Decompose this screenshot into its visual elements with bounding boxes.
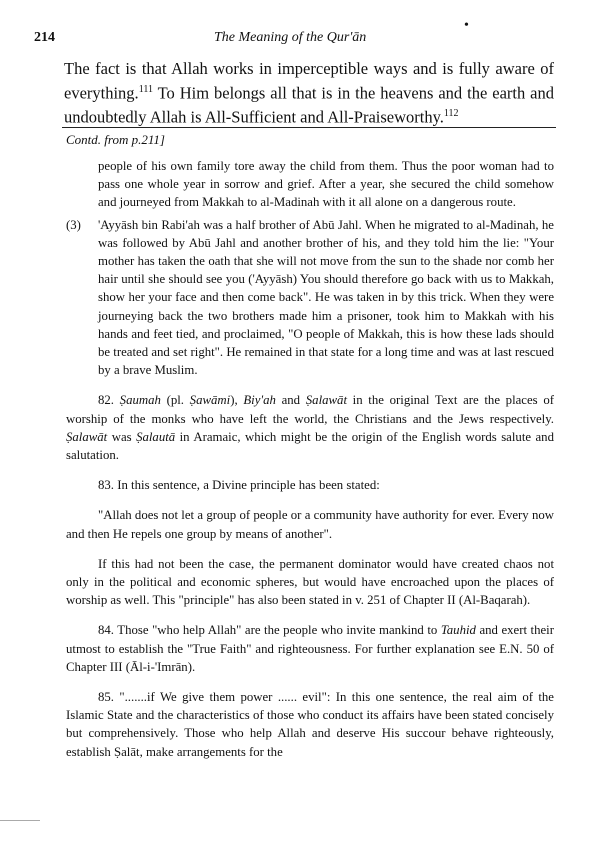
page-header xyxy=(34,18,554,50)
continued-from-label: Contd. from p.211] xyxy=(66,132,165,147)
page-number: 214 xyxy=(34,30,55,45)
footer-rule xyxy=(0,820,40,821)
note-84: 84. Those "who help Allah" are the people who invite mankind to Tauhid and exert their utmost to establish the "True Faith" and righteousness. For further explanation see E.N. 50 of Chapter III (Āl-i-'Imrān). xyxy=(66,623,554,674)
running-title: The Meaning of the Qur'ān xyxy=(214,30,367,45)
note-85: 85. ".......if We give them power ...... evil": In this one sentence, the real aim of the Islamic State and the characteristics of those who conduct its affairs have been stated concisely but comprehensively. Those who help Allah and deserve His succour behave righteously, establish Ṣalāt, make arrangements for the xyxy=(66,690,554,759)
quran-verse-text xyxy=(64,59,554,128)
note-82: 82. Ṣaumah (pl. Ṣawāmi), Biy'ah and Ṣalawāt in the original Text are the places of worship of the monks who have left the world, the Christians and the Jews respectively. Ṣalawāt was Ṣalautā in Aramaic, which might be the origin of the English words salute and salutation. xyxy=(66,393,554,463)
verse-sentence-2: To Him belongs all that is in the heavens and the earth and undoubtedly Allah is All-Sufficient and All-Praiseworthy. xyxy=(64,83,554,126)
header-dot: • xyxy=(464,18,469,33)
footnote-ref-111: 111 xyxy=(138,83,153,95)
numbered-item-3 xyxy=(66,216,554,380)
section-divider xyxy=(62,127,556,128)
note-83-paragraph-2: If this had not been the case, the permanent dominator would have created chaos not only in the political and economic spheres, but would have encroached upon the places of worship as well. This "principle" has also been stated in v. 251 of Chapter II (Al-Baqarah). xyxy=(66,556,554,608)
footnote-ref-112: 112 xyxy=(443,107,459,119)
verse-sentence-1: The fact is that Allah works in imperceptible ways and is fully aware of everything. xyxy=(64,59,554,102)
note-continuation-paragraph: people of his own family tore away the child from them. Thus the poor woman had to pass one whole year in sorrow and grief. After a year, she secured the child somehow and journeyed from Makkah to al-Madinah with it all alone on a dangerous route. xyxy=(98,159,554,210)
note-83-quote: "Allah does not let a group of people or a community have authority for ever. Every now and then He repels one group by means of another". xyxy=(66,508,554,541)
note-83: 83. In this sentence, a Divine principle has been stated: xyxy=(98,478,380,493)
item-3-text: 'Ayyāsh bin Rabi'ah was a half brother of Abū Jahl. When he migrated to al-Madinah, he was followed by Abū Jahl and another brother of his, and they told him the lie: "Your mother has taken the oath that she will not move from the sun to the shade nor comb her hair until she should see you ('Ayyāsh) You should therefore go back with us to Makkah, show her your face and then come back". He was taken in by this trick. When they were journeying back the two brothers made him a prisoner, took him to Makkah with his hands and feet tied, and proclaimed, "O people of Makkah, this is how these lads should be treated and set right". He remained in that state for a long time and was at last rescued by a brave Muslim. xyxy=(98,217,554,378)
item-number: (3) xyxy=(66,217,81,232)
explanatory-notes xyxy=(66,157,554,761)
